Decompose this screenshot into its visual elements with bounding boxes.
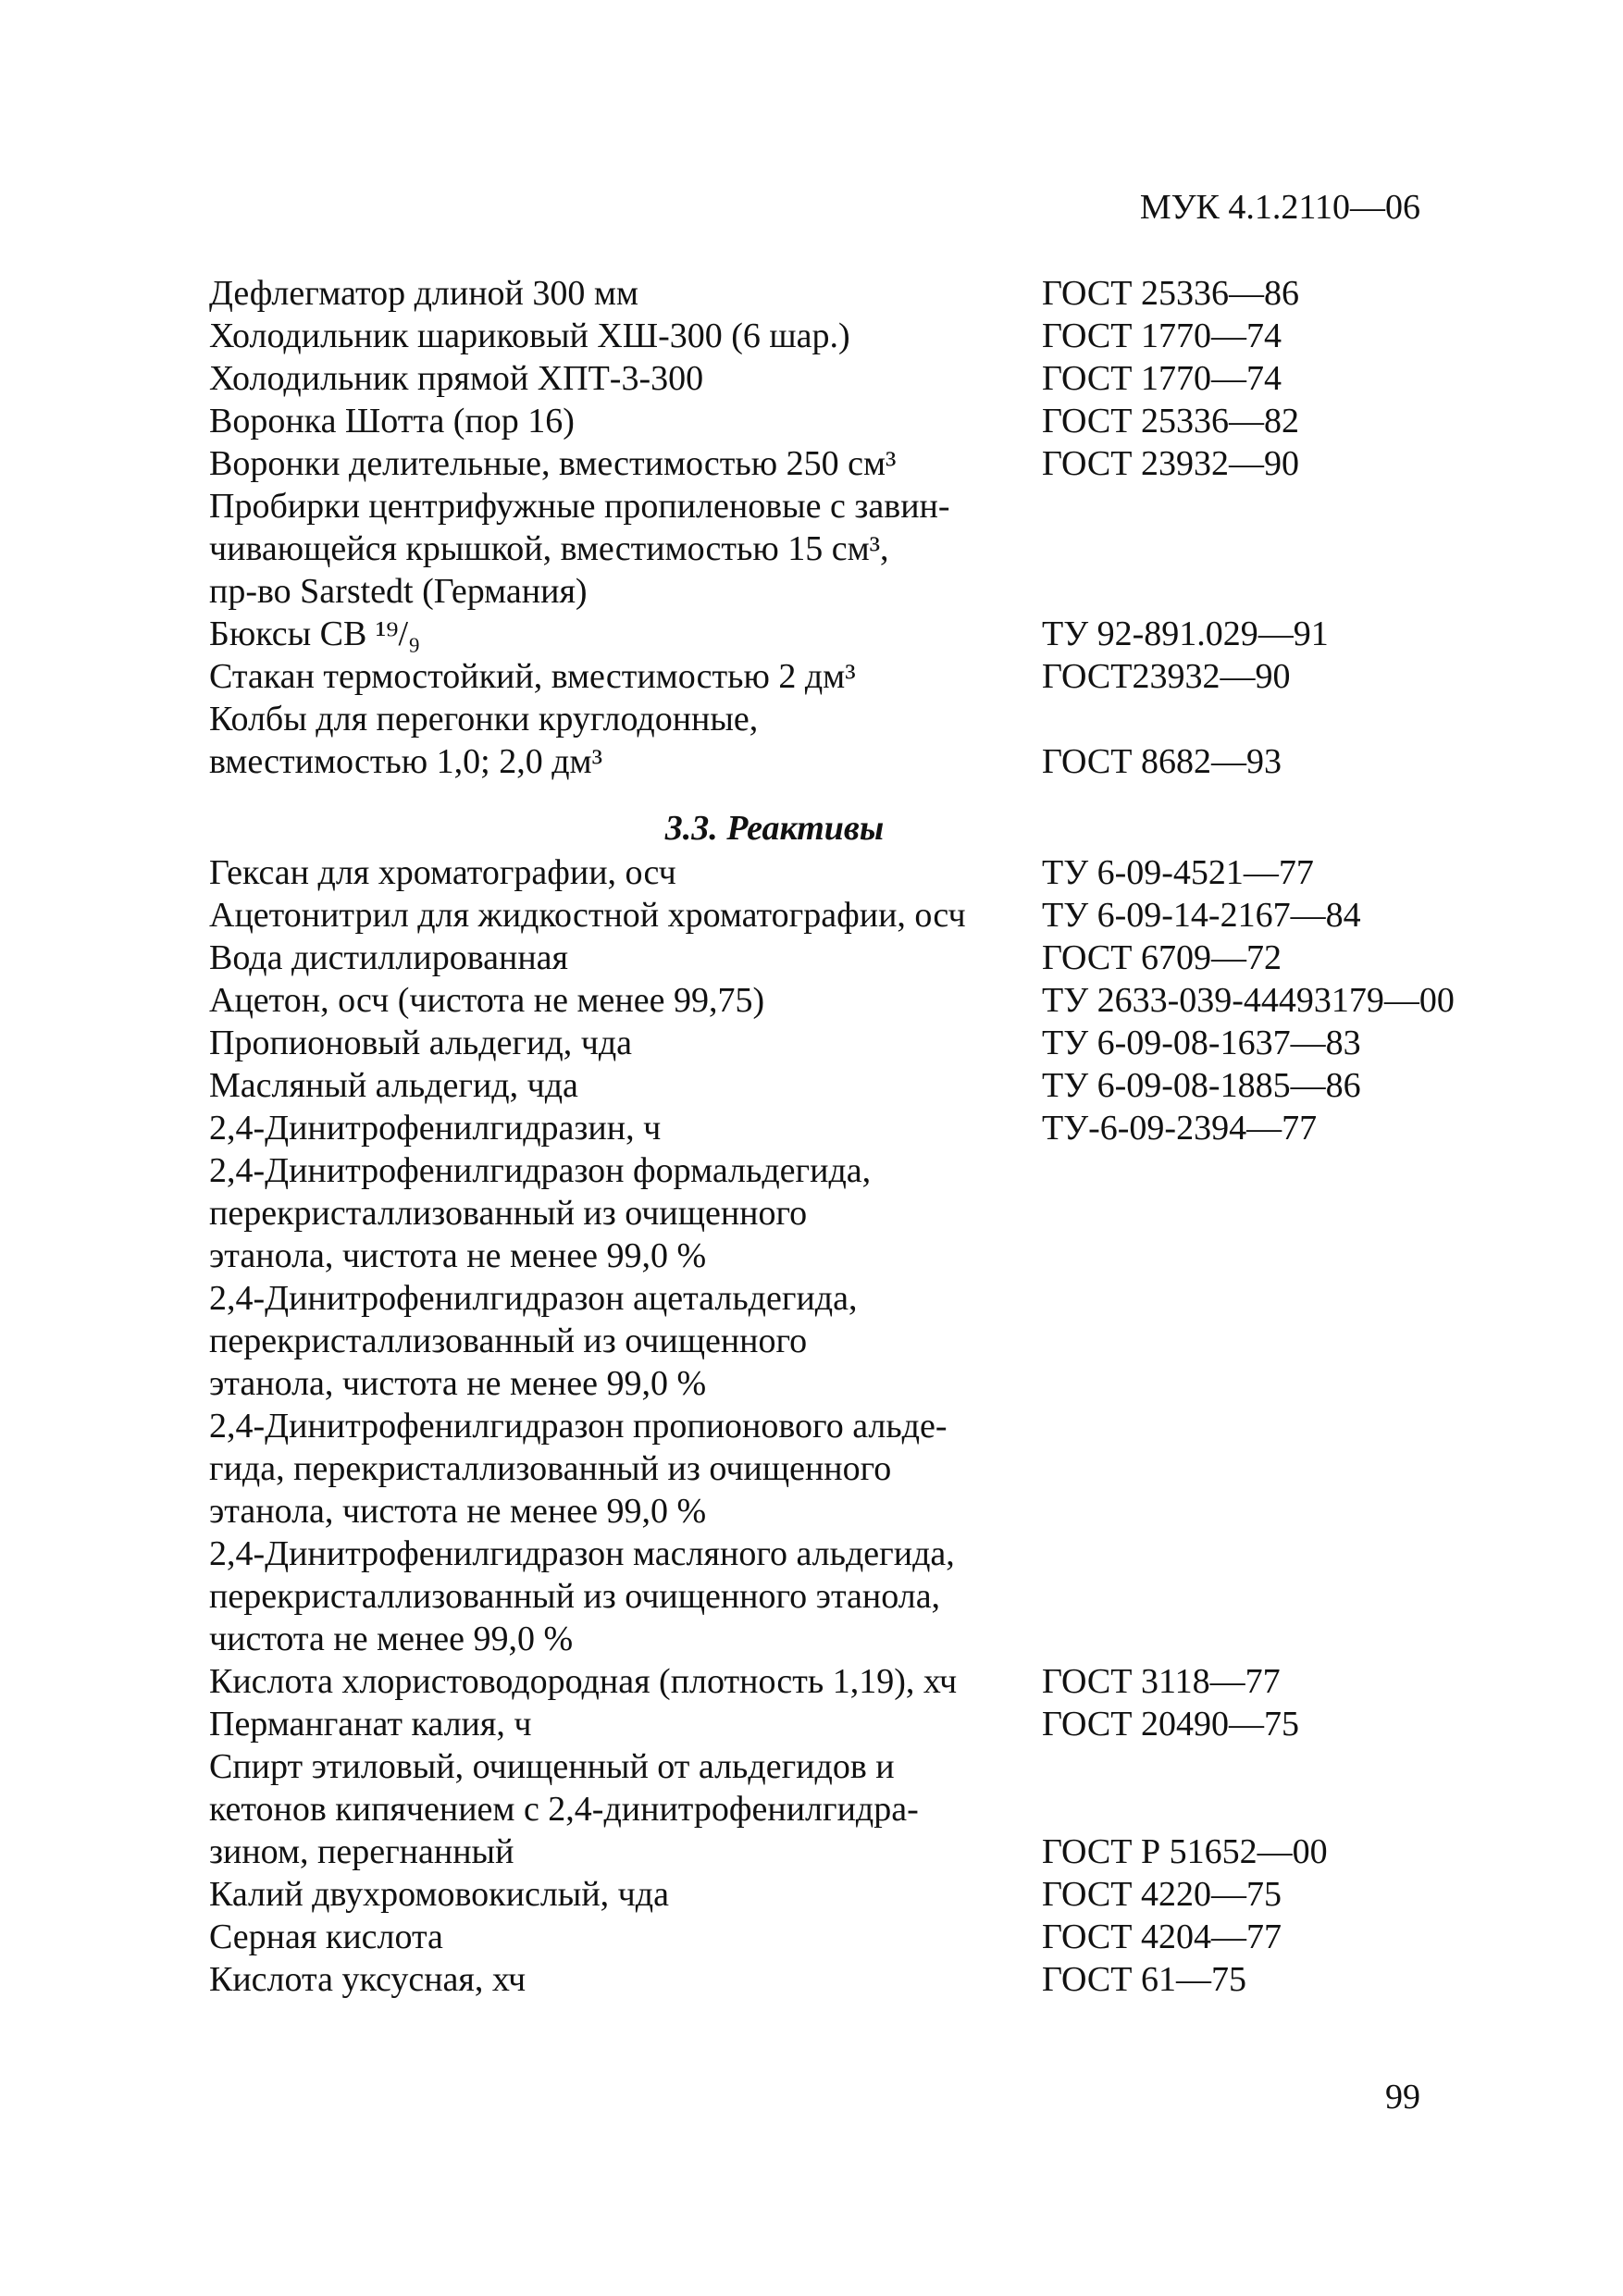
item-name: Бюксы СВ ¹⁹/₉	[209, 614, 421, 653]
item-name: Стакан термостойкий, вместимостью 2 дм³	[209, 657, 856, 696]
item-name: Вода дистиллированная	[209, 938, 569, 977]
item-name: Колбы для перегонки круглодонные, вместимостью 1,0; 2,0 дм³	[209, 700, 759, 781]
equipment-item	[209, 272, 1505, 315]
item-name: Кислота хлористоводородная (плотность 1,19), хч	[209, 1662, 958, 1701]
item-standard: ГОСТ 20490—75	[1042, 1705, 1299, 1744]
reagents-list	[209, 851, 1505, 2001]
equipment-item	[209, 485, 1505, 613]
item-name: 2,4-Динитрофенилгидразон пропионового альде- гида, перекристаллизованный из очищенного этанола, чистота не менее 99,0 %	[209, 1407, 948, 1531]
item-name: 2,4-Динитрофенилгидразон формальдегида, перекристаллизованный из очищенного этанола, чистота не менее 99,0 %	[209, 1151, 872, 1275]
equipment-item	[209, 400, 1505, 442]
page-number: 99	[1385, 2078, 1420, 2116]
item-standard: ГОСТ 25336—82	[1042, 402, 1299, 441]
item-standard: ТУ 92-891.029—91	[1042, 614, 1329, 653]
reagent-item	[209, 1022, 1505, 1064]
item-standard: ТУ-6-09-2394—77	[1042, 1109, 1318, 1148]
reagent-item	[209, 1873, 1505, 1916]
item-standard: ГОСТ 23932—90	[1042, 444, 1299, 483]
reagent-item	[209, 979, 1505, 1022]
reagent-item	[209, 1149, 1505, 1277]
item-standard: ГОСТ 8682—93	[1042, 742, 1282, 781]
reagent-item	[209, 1660, 1505, 1703]
item-standard: ГОСТ 1770—74	[1042, 359, 1282, 398]
item-name: Дефлегматор длиной 300 мм	[209, 274, 638, 313]
item-name: Воронка Шотта (пор 16)	[209, 402, 575, 441]
reagent-item	[209, 1745, 1505, 1873]
equipment-item	[209, 655, 1505, 698]
reagent-item	[209, 1107, 1505, 1149]
item-name: 2,4-Динитрофенилгидразон ацетальдегида, перекристаллизованный из очищенного этанола, чистота не менее 99,0 %	[209, 1279, 858, 1403]
item-standard: ГОСТ 25336—86	[1042, 274, 1299, 313]
item-standard: ГОСТ 61—75	[1042, 1960, 1246, 1999]
item-standard: ТУ 2633-039-44493179—00	[1042, 981, 1455, 1020]
item-name: Калий двухромовокислый, чда	[209, 1875, 669, 1914]
item-name: Масляный альдегид, чда	[209, 1066, 578, 1105]
item-name: Воронки делительные, вместимостью 250 см³	[209, 444, 897, 483]
equipment-item	[209, 442, 1505, 485]
reagent-item	[209, 1533, 1505, 1660]
item-name: Гексан для хроматографии, осч	[209, 853, 676, 892]
reagent-item	[209, 1703, 1505, 1745]
document-code-header: МУК 4.1.2110—06	[1139, 188, 1420, 227]
item-standard: ГОСТ 4220—75	[1042, 1875, 1282, 1914]
item-standard: ТУ 6-09-08-1885—86	[1042, 1066, 1361, 1105]
reagent-item	[209, 1277, 1505, 1405]
item-name: Ацетон, осч (чистота не менее 99,75)	[209, 981, 765, 1020]
reagent-item	[209, 894, 1505, 937]
reagent-item	[209, 937, 1505, 979]
item-name: Спирт этиловый, очищенный от альдегидов и кетонов кипячением с 2,4-динитрофенилгидра- зином, перегнанный	[209, 1747, 919, 1871]
item-name: Кислота уксусная, хч	[209, 1960, 527, 1999]
item-standard: ТУ 6-09-4521—77	[1042, 853, 1314, 892]
item-standard: ТУ 6-09-14-2167—84	[1042, 896, 1361, 935]
section-title-reagents: 3.3. Реактивы	[664, 809, 885, 848]
reagent-item	[209, 1916, 1505, 1958]
item-name: 2,4-Динитрофенилгидразин, ч	[209, 1109, 662, 1148]
item-standard: ГОСТ Р 51652—00	[1042, 1832, 1328, 1871]
reagent-item	[209, 851, 1505, 894]
item-name: Ацетонитрил для жидкостной хроматографии, осч	[209, 896, 966, 935]
item-standard: ГОСТ 4204—77	[1042, 1917, 1282, 1956]
equipment-item	[209, 698, 1505, 783]
item-name: Холодильник прямой ХПТ-3-300	[209, 359, 704, 398]
equipment-item	[209, 357, 1505, 400]
equipment-item	[209, 315, 1505, 357]
item-standard: ГОСТ 6709—72	[1042, 938, 1282, 977]
item-standard: ГОСТ 3118—77	[1042, 1662, 1281, 1701]
item-name: 2,4-Динитрофенилгидразон масляного альдегида, перекристаллизованный из очищенного этанола, чистота не менее 99,0 %	[209, 1534, 955, 1658]
item-standard: ГОСТ23932—90	[1042, 657, 1291, 696]
item-standard: ТУ 6-09-08-1637—83	[1042, 1024, 1361, 1062]
item-name: Холодильник шариковый ХШ-300 (6 шар.)	[209, 316, 850, 355]
equipment-item	[209, 613, 1505, 655]
equipment-list	[209, 272, 1505, 783]
item-name: Перманганат калия, ч	[209, 1705, 532, 1744]
item-name: Пропионовый альдегид, чда	[209, 1024, 633, 1062]
item-standard: ГОСТ 1770—74	[1042, 316, 1282, 355]
reagent-item	[209, 1405, 1505, 1533]
item-name: Пробирки центрифужные пропиленовые с завин- чивающейся крышкой, вместимостью 15 см³, пр-во Sarstedt (Германия)	[209, 487, 950, 611]
reagent-item	[209, 1958, 1505, 2001]
item-name: Серная кислота	[209, 1917, 443, 1956]
reagent-item	[209, 1064, 1505, 1107]
